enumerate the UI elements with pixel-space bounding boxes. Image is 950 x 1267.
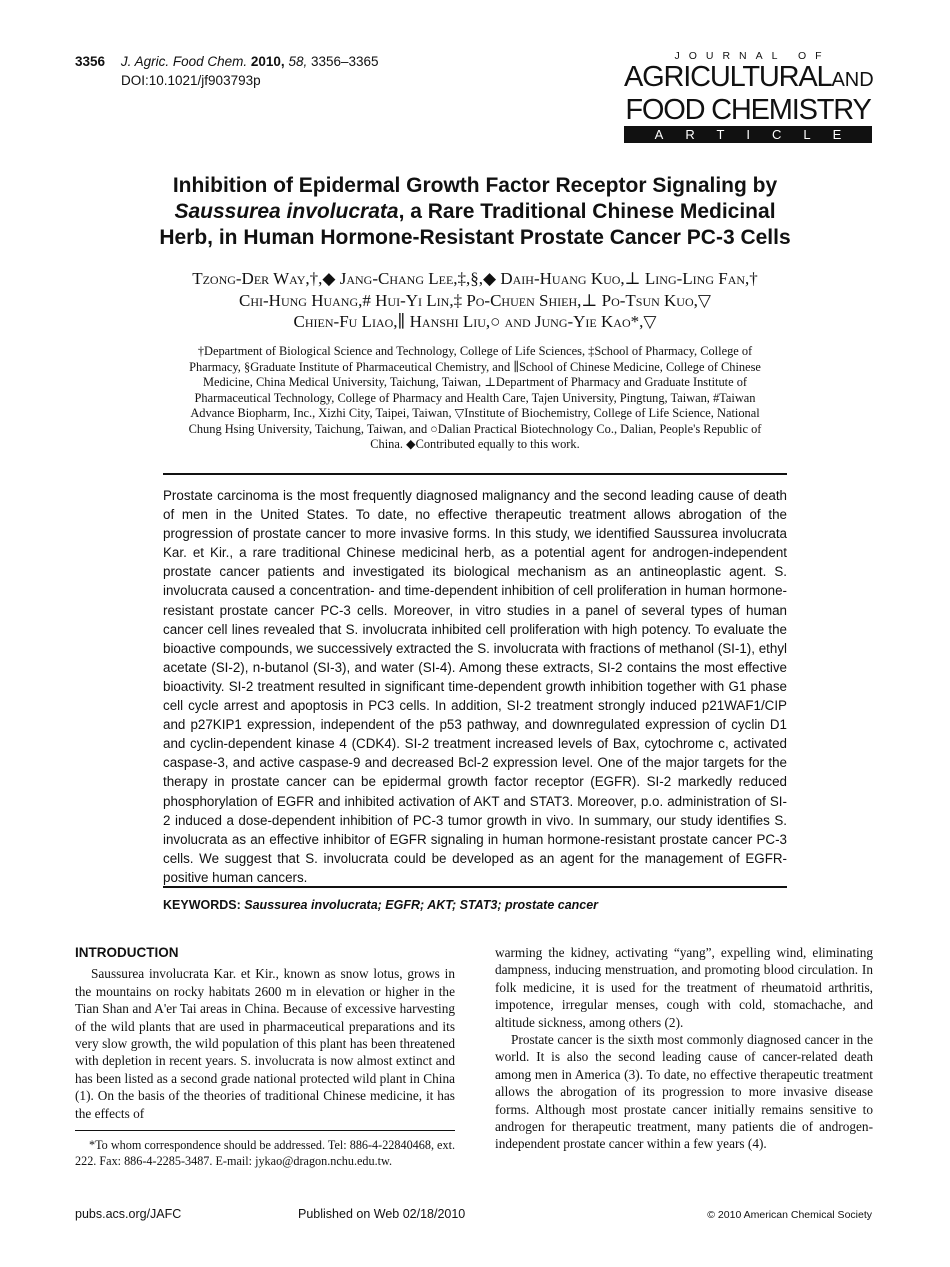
abstract-top-rule: [163, 473, 787, 475]
journal-url: pubs.acs.org/JAFC: [75, 1207, 182, 1221]
running-header: [75, 52, 379, 90]
year: 2010,: [250, 54, 285, 69]
title-line-3: Herb, in Human Hormone-Resistant Prostate Cancer PC-3 Cells: [159, 226, 791, 249]
intro-paragraph-2: Prostate cancer is the sixth most commonly diagnosed cancer in the world. It is also the second leading cause of cancer-related death among men in America (3). To date, no effective therapeutic treatment allows the abrogation of its progression to more invasive disease forms. Although most prostate cancer initially remains sensitive to androgen for therapeutic treatment, many patients die of androgen-independent prostate cancer within a few years (4).: [495, 1032, 873, 1152]
journal-abbrev: J. Agric. Food Chem.: [120, 54, 248, 69]
correspondence-footnote: *To whom correspondence should be addressed. Tel: 886-4-22840468, ext. 222. Fax: 886-4-2285-3487. E-mail: jykao@dragon.nchu.edu.tw.: [75, 1138, 455, 1168]
publication-date: Published on Web 02/18/2010: [298, 1207, 466, 1221]
article-title: [100, 173, 850, 251]
journal-logo: [624, 50, 872, 143]
volume: 58,: [288, 54, 308, 69]
title-line-2: [100, 199, 850, 225]
page-number: 3356: [75, 54, 106, 69]
right-column: [495, 944, 873, 1153]
logo-food-chemistry: FOOD CHEMISTRY: [625, 94, 871, 126]
title-species: Saussurea involucrata: [174, 200, 399, 223]
abstract-bottom-rule: [163, 886, 787, 888]
authors-line-3: Chien-Fu Liao,∥ Hanshi Liu,○ and Jung-Yie Kao*,▽: [293, 312, 657, 331]
logo-agricultural: [624, 62, 872, 95]
title-line-1: Inhibition of Epidermal Growth Factor Receptor Signaling by: [172, 174, 778, 197]
logo-journal-of: JOURNAL OF: [674, 50, 831, 62]
logo-article-bar: ARTICLE: [624, 126, 872, 143]
logo-and: AND: [831, 69, 874, 91]
page-range: 3356–3365: [310, 54, 379, 69]
left-column: [75, 944, 455, 1122]
logo-agricultural-text: AGRICULTURAL: [624, 61, 832, 93]
affiliations: †Department of Biological Science and Technology, College of Life Sciences, ‡School of Pharmacy, College of Pharmacy, §Graduate Institute of Pharmaceutical Chemistry, and ∥School of Chinese Medicine, College of Chinese Medicine, China Medical University, Taichung, Taiwan, ⊥Department of Pharmacy and Graduate Institute of Pharmaceutical Technology, College of Pharmacy and Health Care, Tajen University, Pingtung, Taiwan, #Taiwan Advance Biopharm, Inc., Xizhi City, Taipei, Taiwan, ▽Institute of Biochemistry, College of Life Science, National Chung Hsing University, Taichung, Taiwan, and ○Dalian Practical Biotechnology Co., Dalian, People's Republic of China. ◆Contributed equally to this work.: [188, 344, 762, 451]
intro-paragraph-1-continued: warming the kidney, activating “yang”, expelling wind, eliminating dampness, inducing menstruation, and promoting blood circulation. In folk medicine, it is used for the treatment of rheumatoid arthritis, impotence, irregular menses, cough with cold, stomachache, and altitude sickness, among others (2).: [495, 945, 873, 1030]
citation-line: [75, 52, 379, 71]
keywords-list: Saussurea involucrata; EGFR; AKT; STAT3; prostate cancer: [244, 898, 599, 912]
introduction-heading: INTRODUCTION: [75, 945, 179, 960]
author-list: [100, 268, 850, 333]
keywords: [163, 898, 787, 912]
keywords-label: KEYWORDS:: [163, 898, 241, 912]
intro-paragraph-1: Saussurea involucrata Kar. et Kir., known as snow lotus, grows in the mountains on rocky habitats 2600 m in elevation or higher in the Tian Shan and A'er Tai areas in China. Because of excessive harvesting of the wild plants that are used in pharmaceutical preparations and its very slow growth, the wild population of this plant has been threatened with depletion in recent years. S. involucrata is now almost extinct and has been listed as a second grade national protected wild plant in China (1). On the basis of the theories of traditional Chinese medicine, it has the effects of: [75, 966, 455, 1121]
title-line-2-rest: , a Rare Traditional Chinese Medicinal: [398, 200, 776, 223]
abstract: Prostate carcinoma is the most frequently diagnosed malignancy and the second leading cause of death of men in the United States. To date, no effective therapeutic treatment allows abrogation of the progression of prostate cancer to more invasive forms. In this study, we identified Saussurea involucrata Kar. et Kir., a rare traditional Chinese medicinal herb, as a potential agent for androgen-independent prostate cancer patients and investigated its biological mechanism as an antineoplastic agent. S. involucrata caused a concentration- and time-dependent inhibition of cell proliferation in human hormone-resistant prostate cancer PC-3 cells. Moreover, in vitro studies in a panel of several types of human cancer cell lines revealed that S. involucrata inhibited cell proliferation with high potency. To evaluate the bioactive compounds, we successively extracted the S. involucrata with fractions of methanol (SI-1), ethyl acetate (SI-2), n-butanol (SI-3), and water (SI-4). Among these extracts, SI-2 contains the most effective bioactivity. SI-2 treatment resulted in significant time-dependent growth inhibition together with G1 phase cell cycle arrest and apoptosis in PC3 cells. In addition, SI-2 treatment strongly induced p21WAF1/CIP and p27KIP1 expression, independent of the p53 pathway, and downregulated expression of cyclin D1 and cyclin-dependent kinase 4 (CDK4). SI-2 treatment increased levels of Bax, cytochrome c, activated caspase-3, and active caspase-9 and decreased Bcl-2 expression level. One of the major targets for the therapy in prostate cancer can be epidermal growth factor receptor (EGFR). SI-2 markedly reduced phosphorylation of EGFR and inhibited activation of AKT and STAT3. Moreover, p.o. administration of SI-2 induced a dose-dependent inhibition of PC-3 tumor growth in vivo. In summary, our study identifies S. involucrata as an effective inhibitor of EGFR signaling in human hormone-resistant prostate cancer PC-3 cells. We suggest that S. involucrata could be developed as an agent for the management of EGFR-positive human cancers.: [163, 488, 787, 885]
authors-line-1: Tzong-Der Way,†,◆ Jang-Chang Lee,‡,§,◆ Daih-Huang Kuo,⊥ Ling-Ling Fan,†: [192, 269, 758, 288]
authors-line-2: Chi-Hung Huang,# Hui-Yi Lin,‡ Po-Chuen Shieh,⊥ Po-Tsun Kuo,▽: [239, 290, 711, 310]
copyright: © 2010 American Chemical Society: [707, 1209, 872, 1221]
footnote-rule: [75, 1130, 455, 1131]
doi: DOI:10.1021/jf903793p: [121, 73, 261, 88]
